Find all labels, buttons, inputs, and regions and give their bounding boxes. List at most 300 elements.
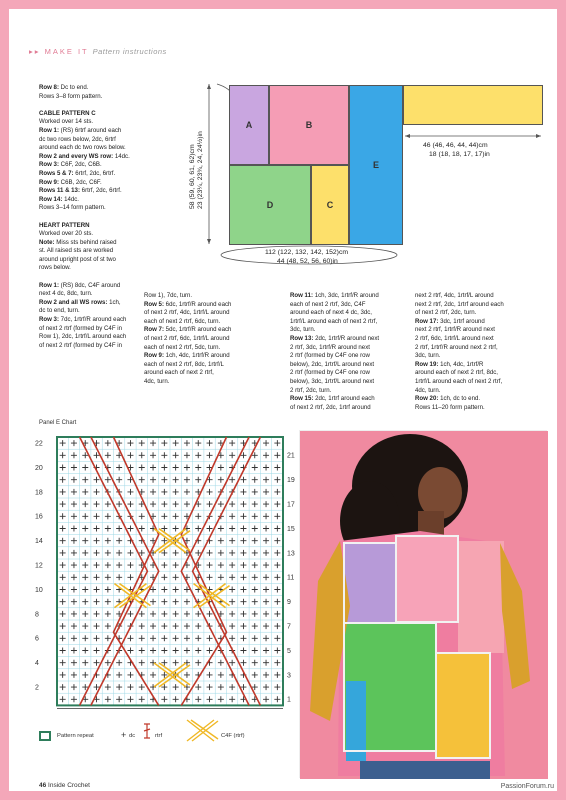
dc-symbol (105, 587, 111, 593)
dc-symbol (127, 562, 133, 568)
text-line (39, 342, 161, 351)
dc-symbol (195, 465, 201, 471)
dc-symbol (274, 635, 280, 641)
dc-symbol (161, 513, 167, 519)
dc-symbol (139, 440, 145, 446)
dc-symbol (94, 477, 100, 483)
dc-symbol (263, 538, 269, 544)
dc-symbol (240, 526, 246, 532)
dc-symbol (240, 660, 246, 666)
row-text: below), 2dc, 1rtrf/L around next (290, 360, 375, 368)
text-line (290, 292, 412, 301)
dc-symbol (105, 660, 111, 666)
dc-symbol (116, 550, 122, 556)
dc-symbol (252, 465, 258, 471)
dc-symbol (173, 562, 179, 568)
dc-symbol (60, 465, 66, 471)
dc-symbol (207, 440, 213, 446)
dc-symbol (252, 562, 258, 568)
dc-symbol (139, 635, 145, 641)
dc-symbol (229, 599, 235, 605)
dc-symbol (274, 489, 280, 495)
row-number-left: 16 (35, 513, 43, 521)
magazine-name: Inside Crochet (48, 782, 90, 789)
text-line (415, 318, 540, 327)
text-line (39, 127, 161, 136)
dc-symbol (173, 587, 179, 593)
dc-symbol (105, 623, 111, 629)
dc-symbol (263, 574, 269, 580)
row-label: Rows 5 & 7: (39, 169, 74, 177)
dc-symbol (218, 696, 224, 702)
dc-symbol (252, 477, 258, 483)
dc-symbol (60, 684, 66, 690)
dc-symbol (207, 696, 213, 702)
dc-symbol (252, 489, 258, 495)
row-text: 2 rtrf (formed by C4F one row (290, 352, 370, 360)
dc-symbol (150, 611, 156, 617)
dc-symbol (229, 538, 235, 544)
dc-symbol (116, 501, 122, 507)
legend-dc-label: dc (129, 733, 136, 739)
text-line (290, 344, 412, 353)
dc-symbol (94, 587, 100, 593)
dc-symbol (161, 562, 167, 568)
dc-symbol (82, 648, 88, 654)
watermark: PassionForum.ru (500, 783, 554, 790)
dc-symbol (274, 587, 280, 593)
dc-symbol (71, 526, 77, 532)
dc-symbol (105, 538, 111, 544)
row-label: Row 11: (290, 292, 314, 299)
chart-grid (31, 429, 293, 729)
dc-symbol (274, 696, 280, 702)
text-line (290, 326, 412, 335)
row-text: each of next 2 rtrf, 3dc, C4F (290, 300, 366, 308)
dc-symbol (105, 440, 111, 446)
model-photo (299, 430, 547, 778)
row-number-left: 20 (35, 464, 43, 472)
dc-symbol (195, 623, 201, 629)
text-line (415, 344, 540, 353)
dc-symbol (60, 660, 66, 666)
row-text: 1ch, 4dc, 1rtrf/R (438, 360, 484, 368)
dc-symbol (173, 635, 179, 641)
dc-symbol (252, 648, 258, 654)
dc-symbol (229, 587, 235, 593)
dc-symbol (71, 513, 77, 519)
dc-symbol (105, 611, 111, 617)
dc-symbol (195, 513, 201, 519)
dc-symbol (218, 526, 224, 532)
dc-symbol (127, 648, 133, 654)
row-text: around each of next 2 rtrf, (144, 369, 214, 377)
dc-symbol (229, 574, 235, 580)
dc-symbol (139, 660, 145, 666)
dc-symbol (207, 672, 213, 678)
dc-symbol (82, 477, 88, 483)
row-text: of next 2 rtrf, 2dc, turn. (415, 309, 477, 317)
dc-symbol (252, 660, 258, 666)
row-text: 1rtrf/L around each of next 2 rtrf, (290, 317, 378, 325)
text-line (39, 299, 161, 308)
dc-symbol (94, 599, 100, 605)
row-label: Rows 11 & 13: (39, 187, 80, 195)
dc-symbol (207, 648, 213, 654)
dc-symbol (71, 489, 77, 495)
row-number-left: 12 (35, 562, 43, 570)
row-text: 14dc. (113, 152, 130, 160)
dc-symbol (139, 696, 145, 702)
row-label: Row 7: (144, 326, 164, 334)
dc-symbol (218, 501, 224, 507)
row-text: next 4 dc, 8dc, turn. (39, 290, 93, 298)
dc-symbol (207, 452, 213, 458)
text-line (39, 153, 161, 162)
dc-symbol (207, 611, 213, 617)
dc-symbol (252, 635, 258, 641)
dc-symbol (127, 574, 133, 580)
text-line (39, 196, 161, 205)
row-text: of next 2 rtrf (formed by C4F in (39, 341, 122, 349)
dc-symbol (173, 465, 179, 471)
text-line (144, 309, 282, 318)
dc-symbol (173, 526, 179, 532)
dc-symbol (60, 550, 66, 556)
dc-symbol (274, 465, 280, 471)
dc-symbol (161, 440, 167, 446)
row-text: 1ch, (107, 298, 121, 306)
text-line (415, 395, 540, 404)
dc-symbol (116, 526, 122, 532)
text-line (39, 247, 161, 256)
row-label: Note: (39, 238, 55, 246)
dc-symbol (82, 538, 88, 544)
dc-symbol (184, 635, 190, 641)
row-label: Row 3: (39, 316, 59, 324)
sleeve-cm-label: 46 (46, 46, 44, 44)cm (423, 142, 488, 149)
dc-symbol (229, 526, 235, 532)
dc-symbol (263, 477, 269, 483)
text-line (415, 301, 540, 310)
dc-symbol (150, 623, 156, 629)
text-line (39, 136, 161, 145)
dc-symbol (71, 477, 77, 483)
dc-symbol (60, 477, 66, 483)
row-text: Rows 11–20 form pattern. (415, 403, 485, 411)
dc-symbol (173, 684, 179, 690)
dc-symbol (229, 440, 235, 446)
dc-symbol (71, 501, 77, 507)
page-number: 46 (39, 782, 47, 789)
row-text: Rows 3–14 form pattern. (39, 204, 106, 212)
row-label: Row 2 and all WS rows: (39, 298, 108, 306)
dc-symbol (150, 465, 156, 471)
height-in-label: 23 (23¼, 23¾, 24, 24½)in (197, 131, 204, 209)
text-line (144, 301, 282, 310)
row-text: Worked over 14 sts. (39, 118, 94, 126)
dc-symbol (60, 489, 66, 495)
dc-symbol (195, 526, 201, 532)
row-text: (RS) 6rtrf around each (58, 126, 122, 134)
dc-symbol (240, 501, 246, 507)
dc-symbol (127, 501, 133, 507)
dc-symbol (150, 501, 156, 507)
row-text: of next 2 rtrf (formed by C4F in (39, 324, 122, 332)
dc-symbol (195, 660, 201, 666)
garment-schematic (179, 81, 549, 281)
text-line (39, 256, 161, 265)
text-line (290, 352, 412, 361)
text-line (415, 369, 540, 378)
dc-symbol (173, 599, 179, 605)
row-label: Row 20: (415, 395, 439, 403)
dc-symbol (195, 635, 201, 641)
dc-symbol (161, 635, 167, 641)
text-line (39, 230, 161, 239)
text-line (290, 318, 412, 327)
row-text: 3dc, 1rtrf around (438, 317, 485, 325)
dc-symbol (60, 696, 66, 702)
row-text: st. All raised sts are worked (39, 247, 114, 255)
dc-symbol (229, 611, 235, 617)
c4f-icon (184, 717, 220, 743)
dc-symbol (82, 550, 88, 556)
dc-symbol (94, 538, 100, 544)
text-line (144, 335, 282, 344)
row-text: 1ch, 4dc, 1rtrf/R around (163, 352, 230, 360)
text-line (39, 290, 161, 299)
dc-symbol (229, 623, 235, 629)
row-text: 2dc, 1rtrf/R around next (313, 334, 380, 342)
dc-symbol (274, 672, 280, 678)
arrow-icon: ▸▸ (29, 47, 41, 56)
dc-symbol (139, 648, 145, 654)
text-line (290, 404, 412, 413)
dc-symbol (82, 623, 88, 629)
chart-title: Panel E Chart (39, 420, 77, 426)
dc-symbol (71, 660, 77, 666)
dc-symbol (150, 440, 156, 446)
dc-symbol (263, 489, 269, 495)
dc-symbol (105, 501, 111, 507)
dc-symbol (127, 696, 133, 702)
dc-symbol (263, 452, 269, 458)
dc-symbol (229, 477, 235, 483)
dc-symbol (173, 660, 179, 666)
row-text: of next 2 rtrf, 4dc, 1rtrf/L around (144, 309, 230, 317)
row-number-left: 22 (35, 440, 43, 448)
dc-symbol (229, 550, 235, 556)
dc-symbol (252, 538, 258, 544)
text-line (39, 282, 161, 291)
row-label: Row 17: (415, 317, 439, 325)
row-text: 4dc, turn. (144, 377, 170, 385)
row-text: 1ch, 3dc, 1rtrf/R around (313, 292, 379, 299)
dc-symbol (139, 452, 145, 458)
dc-symbol (161, 696, 167, 702)
dc-symbol (207, 550, 213, 556)
dc-symbol (82, 501, 88, 507)
text-line (144, 361, 282, 370)
dc-symbol (240, 489, 246, 495)
dc-symbol (127, 611, 133, 617)
dc-symbol (161, 501, 167, 507)
dc-symbol (173, 623, 179, 629)
dc-symbol (94, 623, 100, 629)
legend-c4f-label: C4F (rtrf) (221, 733, 245, 739)
dc-symbol (94, 611, 100, 617)
dc-symbol (82, 526, 88, 532)
row-number-left: 10 (35, 586, 43, 594)
width-cm-label: 112 (122, 132, 142, 152)cm (265, 249, 349, 256)
dc-symbol (116, 660, 122, 666)
dc-symbol (71, 648, 77, 654)
dc-symbol (173, 574, 179, 580)
dc-symbol (184, 599, 190, 605)
dc-symbol (263, 684, 269, 690)
dc-symbol (94, 501, 100, 507)
dc-symbol (139, 623, 145, 629)
dc-symbol (240, 477, 246, 483)
dc-symbol (240, 611, 246, 617)
row-label: Row 13: (290, 334, 314, 342)
row-label: Row 15: (290, 395, 314, 403)
dc-symbol (105, 452, 111, 458)
dc-symbol (60, 538, 66, 544)
dc-symbol (207, 526, 213, 532)
text-line (415, 352, 540, 361)
dc-symbol (173, 489, 179, 495)
row-text: 5dc, 1rtrf/R around each (163, 326, 232, 334)
row-text: dc two rows below, 2dc, 6rtrf (39, 135, 116, 143)
dc-symbol (252, 611, 258, 617)
dc-symbol (263, 696, 269, 702)
text-line (290, 361, 412, 370)
dc-symbol (161, 599, 167, 605)
dc-symbol (263, 465, 269, 471)
row-text: each of next 2 rtrf, 8dc, 1rtrf/L (144, 360, 224, 368)
dc-symbol (274, 660, 280, 666)
text-line (290, 301, 412, 310)
dc-symbol (105, 684, 111, 690)
dc-symbol (207, 562, 213, 568)
dc-symbol (150, 660, 156, 666)
block-d: D (229, 165, 311, 245)
spacer (39, 213, 161, 222)
dc-symbol (139, 477, 145, 483)
dc-symbol (274, 440, 280, 446)
block-a: A (229, 85, 269, 165)
text-line (39, 316, 161, 325)
text-line (39, 144, 161, 153)
dc-symbol (195, 440, 201, 446)
dc-symbol (184, 477, 190, 483)
text-line (39, 222, 161, 231)
dc-symbol (60, 623, 66, 629)
row-text: next 2 rtrf, 4dc, 1rtrf/L around (415, 292, 494, 299)
text-column-4 (415, 292, 540, 412)
dc-symbol (263, 672, 269, 678)
dc-symbol (218, 684, 224, 690)
text-line (144, 378, 282, 387)
dc-symbol (82, 587, 88, 593)
dc-symbol (94, 526, 100, 532)
dc-symbol (263, 599, 269, 605)
dc-symbol (184, 489, 190, 495)
dc-symbol (263, 660, 269, 666)
row-number-right: 17 (287, 501, 295, 509)
dc-symbol (116, 696, 122, 702)
row-text: 14dc. (62, 195, 79, 203)
subheading: HEART PATTERN (39, 221, 90, 229)
row-text: 2 rtrf, 3dc, 1rtrf/R around next (290, 343, 370, 351)
dc-symbol (71, 611, 77, 617)
dc-symbol (263, 501, 269, 507)
dc-symbol (263, 648, 269, 654)
text-line (415, 404, 540, 413)
row-number-right: 7 (287, 623, 291, 631)
dc-symbol (139, 526, 145, 532)
dc-symbol (252, 599, 258, 605)
dc-symbol (229, 696, 235, 702)
dc-symbol (274, 611, 280, 617)
row-text: next 2 rtrf, 2dc, 1rtrf around each (415, 300, 504, 308)
dc-symbol (195, 452, 201, 458)
dc-symbol (150, 452, 156, 458)
dc-symbol (263, 611, 269, 617)
dc-symbol (105, 513, 111, 519)
text-line (144, 369, 282, 378)
dc-symbol (195, 684, 201, 690)
dc-symbol (94, 489, 100, 495)
row-number-right: 11 (287, 574, 295, 582)
text-line (39, 110, 161, 119)
text-line (39, 204, 161, 213)
photo-illustration (300, 431, 548, 779)
dc-symbol (240, 599, 246, 605)
row-label: Row 2 and every WS row: (39, 152, 114, 160)
dc-symbol (105, 696, 111, 702)
pattern-repeat-swatch (39, 731, 51, 741)
text-line (39, 93, 161, 102)
dc-symbol (274, 562, 280, 568)
text-line (290, 395, 412, 404)
dc-symbol (82, 660, 88, 666)
dc-symbol (60, 611, 66, 617)
height-cm-label: 58 (59, 60, 61, 62)cm (189, 144, 196, 209)
row-text: 2 rtrf, 6dc, 1rtrf/L around next (415, 334, 494, 342)
dc-symbol (195, 477, 201, 483)
dc-symbol (82, 574, 88, 580)
dc-symbol (60, 513, 66, 519)
dc-symbol (94, 513, 100, 519)
dc-symbol (207, 501, 213, 507)
text-column-3 (290, 292, 412, 412)
dc-symbol (127, 440, 133, 446)
dc-symbol (71, 538, 77, 544)
dc-symbol (150, 599, 156, 605)
dc-symbol (60, 574, 66, 580)
row-number-right: 13 (287, 550, 295, 558)
dc-symbol (240, 574, 246, 580)
dc-symbol (71, 684, 77, 690)
dc-symbol (60, 501, 66, 507)
dc-symbol (173, 611, 179, 617)
dc-symbol (161, 574, 167, 580)
row-label: Row 1: (39, 126, 59, 134)
dc-symbol (173, 550, 179, 556)
